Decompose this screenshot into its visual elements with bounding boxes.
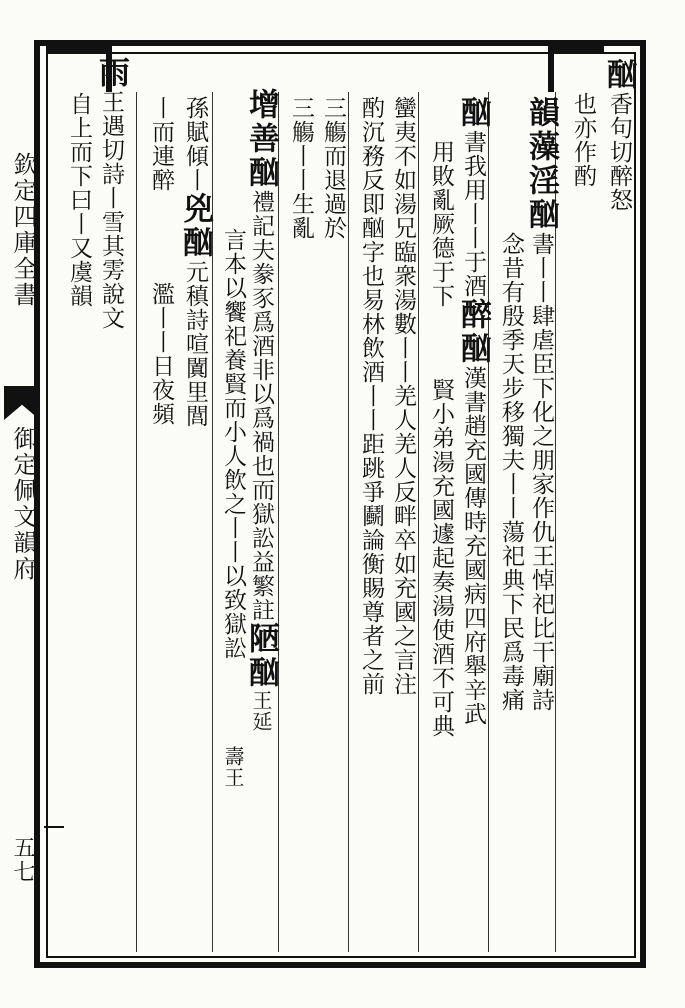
entry-text: 用敗亂厥德于下 bbox=[428, 140, 454, 308]
entry-text: 書我用丨丨于酒 bbox=[460, 130, 486, 298]
entry-text: 濫丨丨日夜頻 bbox=[148, 282, 174, 426]
entry-text: 賢小弟湯充國遽起奏湯使酒不可典 bbox=[428, 378, 454, 738]
entry-column bbox=[456, 96, 490, 726]
entry-text: 丨而連醉 bbox=[148, 96, 174, 192]
entry-column bbox=[144, 96, 178, 426]
section-heading: 增 bbox=[243, 88, 279, 122]
entry-text: 禮記夫豢豕爲酒非以爲禍也而獄訟益繁註 bbox=[248, 190, 274, 622]
headword-bracket-right bbox=[548, 46, 604, 92]
column-rule bbox=[136, 92, 137, 952]
entry-text: 言本以饗祀養賢而小人飲之丨丨以致獄訟 bbox=[220, 228, 246, 660]
entry-column: 蠻夷不如湯兄臨衆湯數丨丨羌人羌人反畔卒如充國之言注 bbox=[390, 96, 416, 696]
entry-column bbox=[178, 96, 212, 428]
entry-text: 書丨丨肆虐臣下化之朋家作仇王悼祀比干廟詩 bbox=[528, 232, 554, 712]
entry-text: 漢書趙充國傳時充國病四府舉辛武 bbox=[460, 366, 486, 726]
gloss: 香句切醉怒 bbox=[606, 92, 632, 212]
entry-text: 元稹詩喧闐里閭 bbox=[182, 260, 208, 428]
headword: 酗 bbox=[455, 96, 491, 130]
entry-column: 三觴丨丨生亂 bbox=[288, 96, 314, 240]
headword: 善酗 bbox=[243, 122, 279, 190]
entry-column bbox=[424, 140, 458, 738]
headword: 兇酗 bbox=[177, 192, 213, 260]
book-title: 御定佩文韻府 bbox=[9, 426, 37, 582]
headword: 雨 bbox=[93, 56, 129, 90]
headword: 酗 bbox=[601, 58, 637, 92]
entry-text: 王延 bbox=[249, 690, 273, 732]
entry-column: 三觴而退過於 bbox=[320, 96, 346, 240]
headword: 陋酗 bbox=[243, 622, 279, 690]
page-number: 五七 bbox=[10, 836, 35, 884]
headword-column bbox=[602, 58, 636, 212]
entry-column bbox=[216, 228, 250, 788]
library-title: 欽定四庫全書 bbox=[9, 152, 37, 308]
column-rule bbox=[278, 92, 279, 952]
section-heading: 韻藻 bbox=[523, 96, 559, 164]
entry-column: 酌沉務反即酗字也易林飲酒丨丨距跳爭鬬論衡賜尊者之前 bbox=[358, 96, 384, 696]
gloss-column: 自上而下曰丨又虞韻 bbox=[66, 92, 92, 308]
entry-text: 孫賦傾丨 bbox=[182, 96, 208, 192]
entry-column bbox=[524, 96, 558, 712]
entry-text: 壽王 bbox=[221, 746, 245, 788]
headword-column bbox=[94, 56, 128, 330]
gloss-column: 也亦作酌 bbox=[570, 92, 596, 188]
gloss: 王遇切詩丨雪其雱說文 bbox=[98, 90, 124, 330]
headword: 醉酗 bbox=[455, 298, 491, 366]
entry-column: 念昔有殷季天步移獨夫丨丨蕩祀典下民爲毒痛 bbox=[498, 232, 524, 712]
headword: 淫酗 bbox=[523, 164, 559, 232]
